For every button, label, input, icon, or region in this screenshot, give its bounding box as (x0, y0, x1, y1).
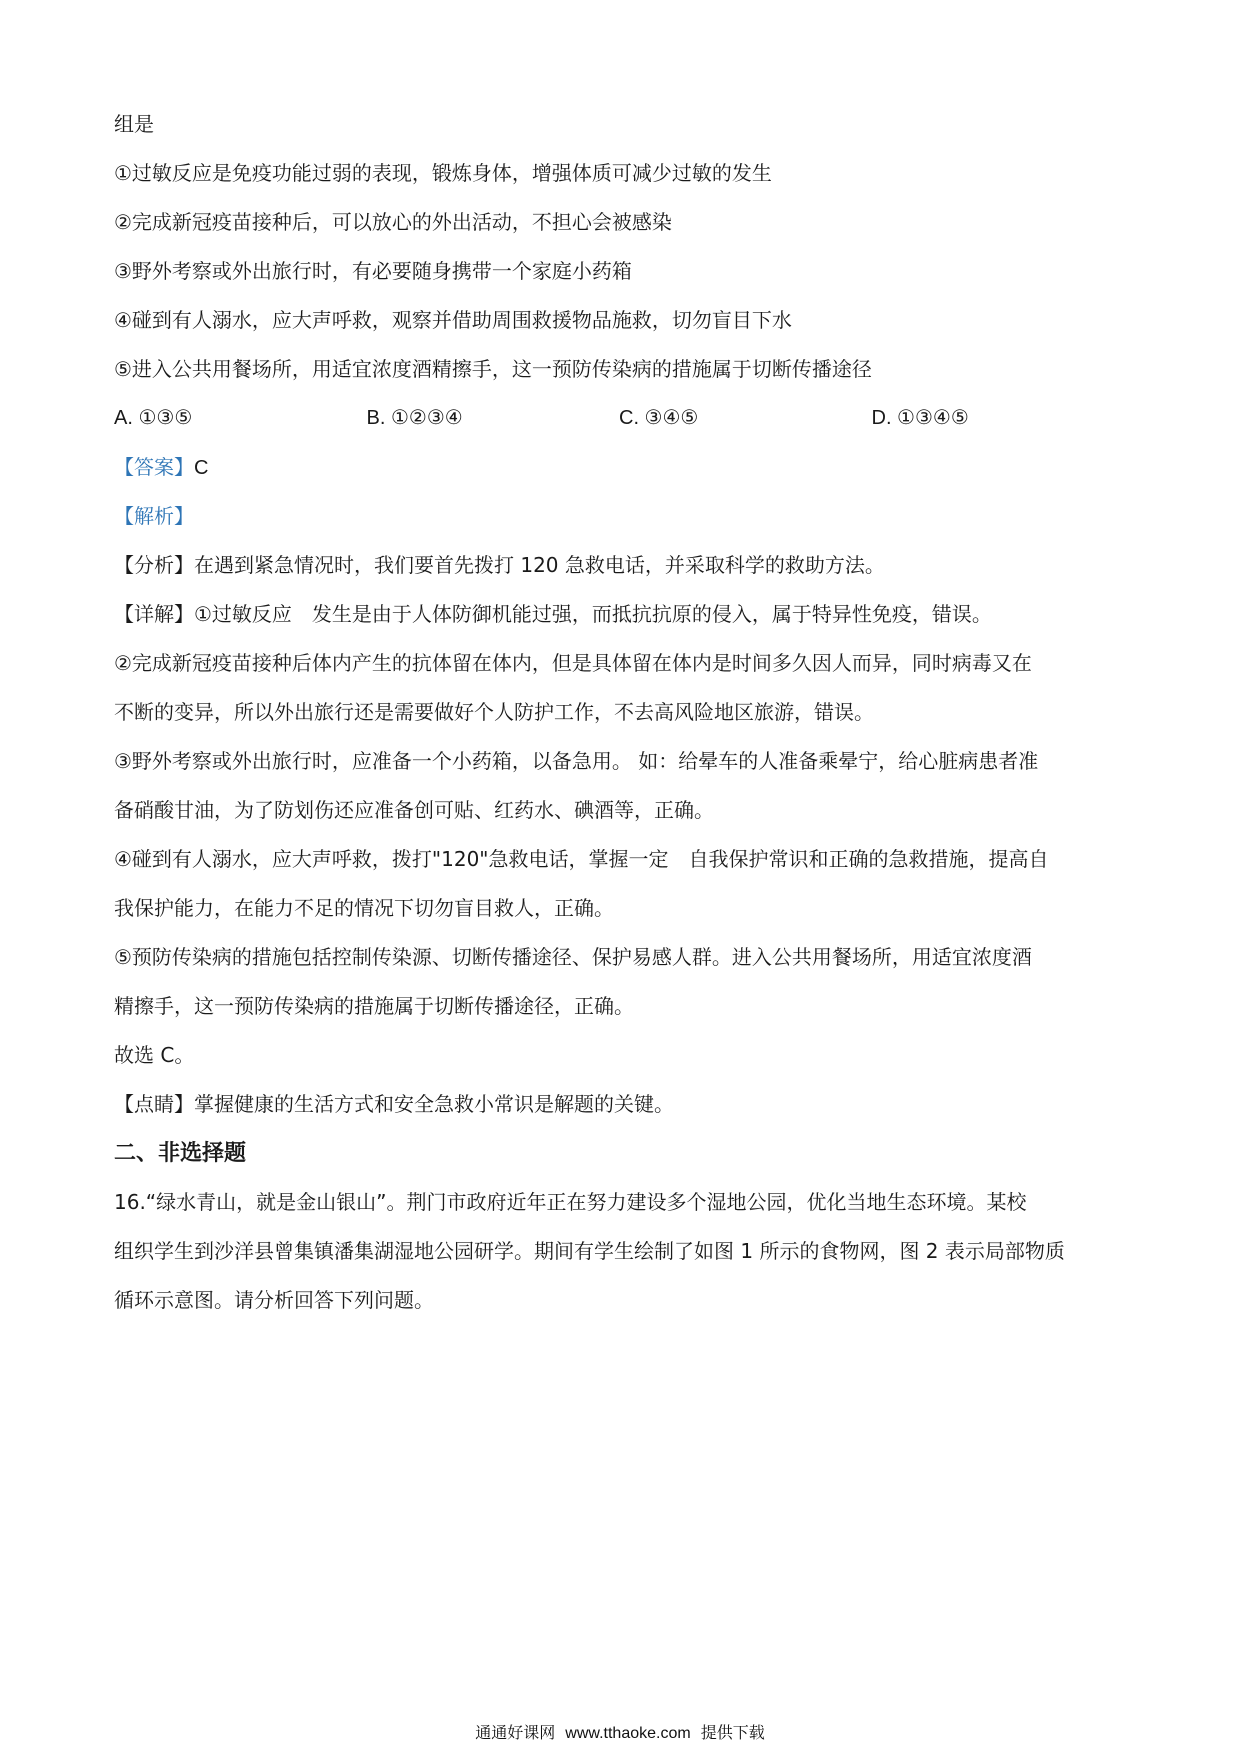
analysis-point-2b: 不断的变异，所以外出旅行还是需要做好个人防护工作，不去高风险地区旅游，错误。 (114, 700, 874, 724)
option-b: B. ①②③④ (366, 407, 463, 429)
answer-value: C (194, 457, 209, 479)
option-d: D. ①③④⑤ (871, 407, 969, 429)
page-content (114, 100, 1124, 1325)
analysis-tag-line (114, 492, 1124, 541)
option-c: C. ③④⑤ (619, 407, 699, 429)
question-stem-tail: 组是 (114, 112, 154, 136)
analysis-dianjing: 【点睛】掌握健康的生活方式和安全急救小常识是解题的关键。 (114, 1092, 674, 1116)
analysis-tag: 【解析】 (114, 504, 194, 528)
footer-suffix: 提供下载 (700, 1723, 765, 1742)
analysis-point-5a: ⑤预防传染病的措施包括控制传染源、切断传播途径、保护易感人群。进入公共用餐场所，用适宜浓度酒 (114, 945, 1032, 969)
analysis-fenxi: 【分析】在遇到紧急情况时，我们要首先拨打 120 急救电话，并采取科学的救助方法。 (114, 553, 885, 577)
footer-site-name: 通通好课网 (475, 1723, 556, 1742)
answer-tag: 【答案】 (114, 455, 194, 479)
answer-options (114, 394, 1124, 443)
analysis-conclusion: 故选 C。 (114, 1043, 195, 1067)
analysis-point-4b: 我保护能力，在能力不足的情况下切勿盲目救人，正确。 (114, 896, 614, 920)
question-16-line-2: 组织学生到沙洋县曾集镇潘集湖湿地公园研学。期间有学生绘制了如图 1 所示的食物网，图 2 表示局部物质 (114, 1239, 1065, 1263)
analysis-xiangjie: 【详解】①过敏反应 发生是由于人体防御机能过强，而抵抗抗原的侵入，属于特异性免疫，错误。 (114, 602, 992, 626)
answer-line (114, 443, 1124, 492)
question-16-line-3: 循环示意图。请分析回答下列问题。 (114, 1288, 434, 1312)
statement-2: ②完成新冠疫苗接种后，可以放心的外出活动，不担心会被感染 (114, 210, 672, 234)
footer-url[interactable]: www.tthaoke.com (565, 1725, 691, 1742)
analysis-point-3b: 备硝酸甘油，为了防划伤还应准备创可贴、红药水、碘酒等，正确。 (114, 798, 714, 822)
analysis-point-2a: ②完成新冠疫苗接种后体内产生的抗体留在体内，但是具体留在体内是时间多久因人而异，同时病毒又在 (114, 651, 1032, 675)
analysis-point-5b: 精擦手，这一预防传染病的措施属于切断传播途径，正确。 (114, 994, 634, 1018)
statement-3: ③野外考察或外出旅行时，有必要随身携带一个家庭小药箱 (114, 259, 632, 283)
analysis-point-4a: ④碰到有人溺水，应大声呼救，拨打"120"急救电话，掌握一定 自我保护常识和正确的急救措施，提高自 (114, 847, 1049, 871)
option-a: A. ①③⑤ (114, 407, 193, 429)
statement-1: ①过敏反应是免疫功能过弱的表现，锻炼身体，增强体质可减少过敏的发生 (114, 161, 772, 185)
question-16-line-1: 16.“绿水青山，就是金山银山”。荆门市政府近年正在努力建设多个湿地公园，优化当地生态环境。某校 (114, 1190, 1027, 1214)
statement-5: ⑤进入公共用餐场所，用适宜浓度酒精擦手，这一预防传染病的措施属于切断传播途径 (114, 357, 872, 381)
page-footer (0, 1722, 1240, 1745)
section-heading: 二、非选择题 (114, 1141, 247, 1166)
statement-4: ④碰到有人溺水，应大声呼救，观察并借助周围救援物品施救，切勿盲目下水 (114, 308, 792, 332)
analysis-point-3a: ③野外考察或外出旅行时，应准备一个小药箱，以备急用。 如：给晕车的人准备乘晕宁，给心脏病患者准 (114, 749, 1039, 773)
